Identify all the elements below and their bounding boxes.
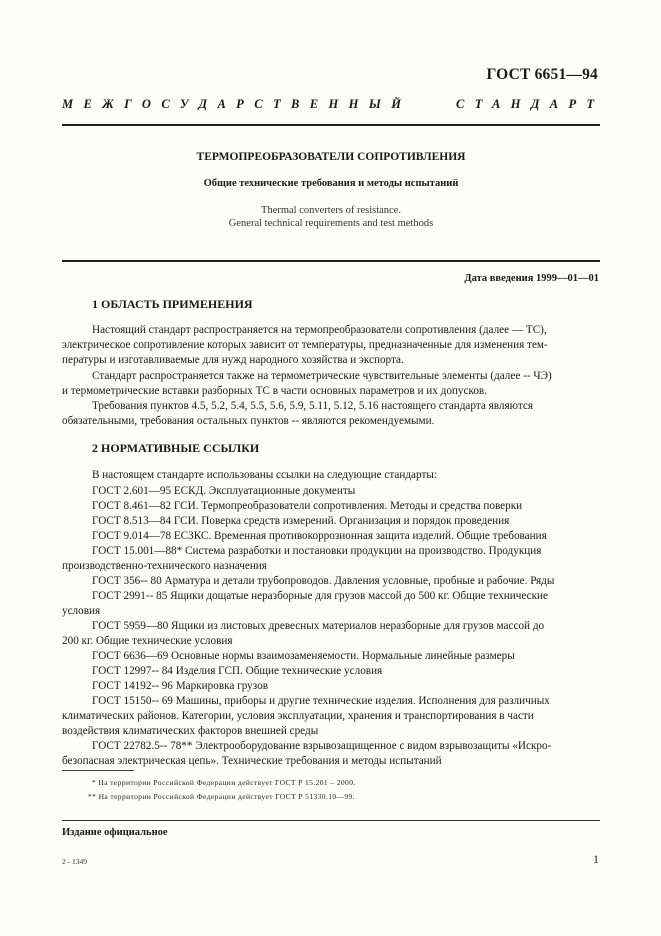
section-1-text-line: электрическое сопротивление которых зависит от температуры, предназначенные для изменения тем- — [62, 339, 548, 351]
reference-line: ГОСТ 8.461—82 ГСИ. Термопреобразователи сопротивления. Методы и средства поверки — [92, 500, 523, 512]
english-title-line-1: Thermal converters of resistance. — [261, 205, 401, 216]
reference-line: производственно-технического назначения — [62, 560, 267, 572]
interstate-label: МЕЖГОСУДАРСТВЕННЫЙ — [62, 97, 412, 111]
reference-line: ГОСТ 8.513—84 ГСИ. Поверка средств измерений. Организация и порядок проведения — [92, 515, 510, 527]
reference-line: ГОСТ 22782.5-- 78** Электрооборудование взрывозащищенное с видом взрывозащиты «Искро- — [92, 740, 552, 752]
section-1-text-line: Стандарт распространяется также на термометрические чувствительные элементы (далее -- ЧЭ) — [92, 370, 552, 382]
reference-line: ГОСТ 5959—80 Ящики из листовых древесных материалов неразборные для грузов массой до — [92, 620, 545, 632]
reference-line: условия — [62, 605, 101, 617]
reference-line: ГОСТ 6636—69 Основные нормы взаимозаменяемости. Нормальные линейные размеры — [92, 650, 515, 662]
reference-line: В настоящем стандарте использованы ссылки на следующие стандарты: — [92, 469, 437, 481]
standard-code: ГОСТ 6651—94 — [486, 66, 598, 83]
section-1-text-line: Требования пунктов 4.5, 5.2, 5.4, 5.5, 5.6, 5.9, 5.11, 5.12, 5.16 настоящего стандарта являются — [92, 400, 533, 412]
reference-line: ГОСТ 14192-- 96 Маркировка грузов — [92, 680, 268, 692]
section-1-text-line: Настоящий стандарт распространяется на термопреобразователи сопротивления (далее — ТС), — [92, 324, 547, 336]
english-title-line-2: General technical requirements and test methods — [228, 218, 434, 229]
reference-line: климатических районов. Категории, условия эксплуатации, хранения и транспортирования в части — [62, 710, 534, 722]
section-2-heading: 2 НОРМАТИВНЫЕ ССЫЛКИ — [92, 441, 260, 455]
footnote-2: ** На территории Российской Федерации действует ГОСТ Р 51330.10—99. — [88, 792, 355, 801]
footnote-1: * На территории Российской Федерации действует ГОСТ Р 15.201 – 2000. — [92, 778, 356, 787]
reference-line: ГОСТ 2.601—95 ЕСКД. Эксплуатационные документы — [92, 485, 356, 497]
reference-line: 200 кг. Общие технические условия — [62, 635, 233, 647]
section-1-heading: 1 ОБЛАСТЬ ПРИМЕНЕНИЯ — [92, 297, 253, 311]
document-title: ТЕРМОПРЕОБРАЗОВАТЕЛИ СОПРОТИВЛЕНИЯ — [196, 151, 466, 163]
reference-line: ГОСТ 12997-- 84 Изделия ГСП. Общие технические условия — [92, 665, 383, 677]
reference-line: ГОСТ 9.014—78 ЕСЗКС. Временная противокоррозионная защита изделий. Общие требования — [92, 530, 547, 542]
footer-rule — [62, 820, 600, 821]
reference-line: безопасная электрическая цепь». Технические требования и методы испытаний — [62, 755, 442, 767]
reference-line: ГОСТ 356-- 80 Арматура и детали трубопроводов. Давления условные, пробные и рабочие. Ряды — [92, 575, 555, 587]
section-1-text-line: пературы и изготавливаемые для нужд народного хозяйства и экспорта. — [62, 354, 404, 366]
footnote-rule — [62, 770, 134, 771]
reference-line: воздействия климатических факторов внешней среды — [62, 725, 319, 737]
title-rule — [62, 260, 600, 262]
section-1-text-line: и термометрические вставки разборных ТС в части основных параметров и их допусков. — [62, 385, 488, 397]
introduction-date: Дата введения 1999—01—01 — [464, 273, 599, 284]
reference-line: ГОСТ 2991-- 85 Ящики дощатые неразборные для грузов массой до 500 кг. Общие технические — [92, 590, 549, 602]
standard-label: СТАНДАРТ — [456, 97, 605, 111]
document-subtitle: Общие технические требования и методы испытаний — [203, 178, 459, 189]
page-number: 1 — [593, 852, 599, 866]
print-code: 2 - 1349 — [62, 857, 87, 866]
reference-line: ГОСТ 15.001—88* Система разработки и постановки продукции на производство. Продукция — [92, 545, 542, 557]
official-edition-label: Издание официальное — [62, 827, 168, 838]
header-rule — [62, 124, 600, 126]
reference-line: ГОСТ 15150-- 69 Машины, приборы и другие технические изделия. Исполнения для различных — [92, 695, 550, 707]
section-1-text-line: обязательными, требования остальных пунктов -- являются рекомендуемыми. — [62, 415, 435, 427]
